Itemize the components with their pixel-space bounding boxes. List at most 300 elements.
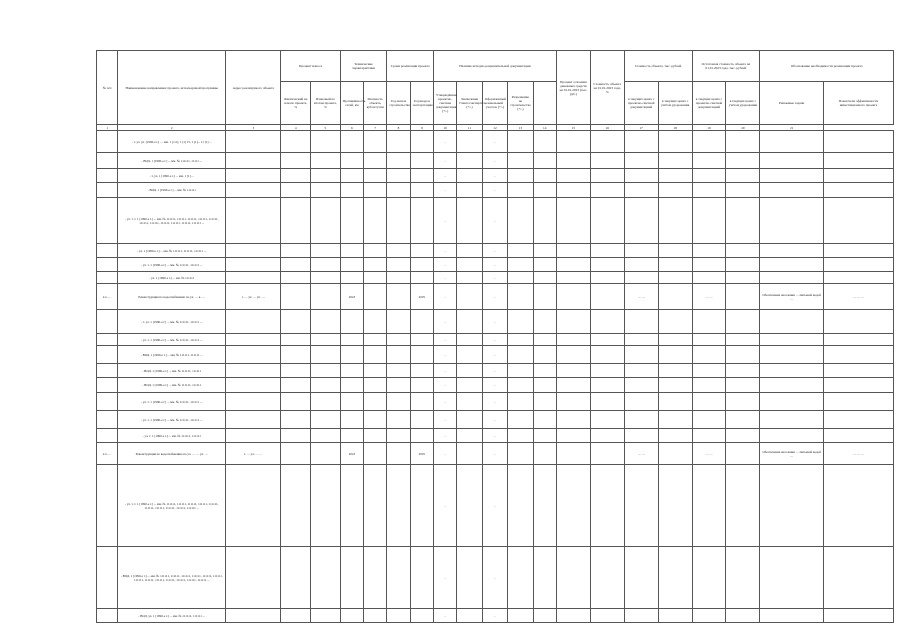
- doc-psd-cell: -: [434, 346, 457, 364]
- sub-physical-header: Фактический на начало проекта, %: [281, 82, 311, 125]
- task-cell: [760, 183, 824, 198]
- power-cell: [364, 364, 387, 378]
- cost-raised-cell: [658, 183, 692, 198]
- end-year-cell: [410, 131, 433, 153]
- start-year-cell: [387, 364, 410, 378]
- power-cell: [364, 244, 387, 258]
- end-year-cell: 2025: [410, 443, 433, 465]
- address-cell: [226, 411, 281, 429]
- end-year-cell: [410, 169, 433, 183]
- cost-raised-cell: [658, 284, 692, 310]
- kpi-cell: [823, 346, 893, 364]
- project-name-cell: - ул. т. т. 1 [1990-е г.] ... мм. № 111111, 111111, 111111, 111111, 111111, 111111, 111111, 111111, 111111, 111111, 111111 ...: [118, 198, 226, 244]
- doc-extra-cell: [533, 334, 556, 346]
- start-year-cell: [387, 183, 410, 198]
- kpi-cell: [823, 411, 893, 429]
- end-year-cell: [410, 429, 433, 443]
- start-year-cell: [387, 258, 410, 272]
- planned-wear-cell: [311, 258, 341, 272]
- doc-expertise-cell: [457, 609, 482, 623]
- table-row: [97, 334, 894, 346]
- remain-raised-cell: [726, 411, 760, 429]
- cost-prev-cell: [556, 153, 590, 169]
- column-number-cell: 1: [97, 125, 118, 131]
- doc-extra-cell: [533, 547, 556, 609]
- planned-wear-cell: [311, 272, 341, 284]
- table-row: [97, 393, 894, 411]
- cost-current-cell: [624, 272, 658, 284]
- doc-expertise-cell: [457, 198, 482, 244]
- task-cell: [760, 411, 824, 429]
- doc-psd-cell: -: [434, 272, 457, 284]
- planned-wear-cell: [311, 334, 341, 346]
- power-cell: [364, 411, 387, 429]
- doc-land-cell: -: [482, 198, 507, 244]
- sub-j1-header: Решаемые задачи: [760, 82, 824, 125]
- remain-raised-cell: [726, 334, 760, 346]
- doc-expertise-cell: [457, 411, 482, 429]
- physical-wear-cell: [281, 443, 311, 465]
- cost-raised-cell: [658, 131, 692, 153]
- project-name-cell: - ВОД. 1 [1990-е г.] ... мм. № 111111: [118, 183, 226, 198]
- doc-expertise-cell: [457, 169, 482, 183]
- cost-current-cell: [624, 465, 658, 547]
- project-name-cell: - ул. т. 1 [1990-е г.] ... мм. № 111111, 111111 ...: [118, 411, 226, 429]
- sub-d5-header: [533, 82, 556, 125]
- cost-current-cell: [624, 547, 658, 609]
- row-number-cell: [97, 609, 118, 623]
- doc-expertise-cell: [457, 153, 482, 169]
- doc-land-cell: -: [482, 258, 507, 272]
- cost-raised-cell: [658, 244, 692, 258]
- cost-share-cell: [590, 198, 624, 244]
- power-cell: [364, 183, 387, 198]
- row-number-cell: [97, 244, 118, 258]
- task-cell: Обеспечение населения … питьевой водой …: [760, 443, 824, 465]
- cost-prev-cell: [556, 131, 590, 153]
- row-number-cell: [97, 334, 118, 346]
- doc-land-cell: -: [482, 334, 507, 346]
- column-number-cell: 9: [410, 125, 433, 131]
- end-year-cell: [410, 334, 433, 346]
- kpi-cell: [823, 310, 893, 334]
- doc-extra-cell: [533, 244, 556, 258]
- cost-prev-cell: [556, 284, 590, 310]
- table-row: [97, 411, 894, 429]
- table-row: [97, 183, 894, 198]
- kpi-cell: [823, 153, 893, 169]
- remain-raised-cell: [726, 183, 760, 198]
- column-number-cell: 14: [533, 125, 556, 131]
- table-row: [97, 272, 894, 284]
- remain-raised-cell: [726, 547, 760, 609]
- planned-wear-cell: [311, 465, 341, 547]
- remain-current-cell: [692, 153, 726, 169]
- doc-expertise-cell: [457, 310, 482, 334]
- cost-share-cell: [590, 393, 624, 411]
- length-cell: [340, 465, 363, 547]
- end-year-cell: [410, 609, 433, 623]
- remain-raised-cell: [726, 198, 760, 244]
- start-year-cell: [387, 429, 410, 443]
- doc-psd-cell: -: [434, 169, 457, 183]
- length-cell: [340, 310, 363, 334]
- remain-current-cell: [692, 364, 726, 378]
- length-cell: [340, 378, 363, 393]
- task-cell: [760, 429, 824, 443]
- planned-wear-cell: [311, 547, 341, 609]
- row-number-cell: [97, 258, 118, 272]
- planned-wear-cell: [311, 284, 341, 310]
- doc-land-cell: -: [482, 183, 507, 198]
- cost-prev-cell: [556, 169, 590, 183]
- doc-psd-cell: -: [434, 364, 457, 378]
- length-cell: [340, 244, 363, 258]
- cost-prev-cell: [556, 429, 590, 443]
- physical-wear-cell: [281, 429, 311, 443]
- header-row-1: [97, 51, 894, 82]
- remain-raised-cell: [726, 284, 760, 310]
- col-name-header: Наименование направления/ проекта, используемой программы: [118, 51, 226, 125]
- cost-raised-cell: [658, 364, 692, 378]
- end-year-cell: [410, 547, 433, 609]
- cost-share-cell: [590, 169, 624, 183]
- address-cell: [226, 183, 281, 198]
- length-cell: [340, 272, 363, 284]
- cost-share-cell: [590, 547, 624, 609]
- doc-psd-cell: -: [434, 244, 457, 258]
- cost-share-cell: [590, 131, 624, 153]
- cost-prev-cell: [556, 244, 590, 258]
- cost-prev-cell: [556, 272, 590, 284]
- column-number-cell: 4: [281, 125, 311, 131]
- row-number-cell: [97, 131, 118, 153]
- start-year-cell: [387, 378, 410, 393]
- kpi-cell: [823, 429, 893, 443]
- sub-start-header: Год начала строительства: [387, 82, 410, 125]
- row-number-cell: [97, 153, 118, 169]
- doc-land-cell: -: [482, 153, 507, 169]
- doc-expertise-cell: [457, 258, 482, 272]
- start-year-cell: [387, 310, 410, 334]
- project-name-cell: - ВОД. 1 [1990-е г.] ... мм. № 111111, 111111 ...: [118, 346, 226, 364]
- doc-land-cell: -: [482, 310, 507, 334]
- start-year-cell: [387, 272, 410, 284]
- sub-d4-header: Разрешение на строительство (+/-): [508, 82, 533, 125]
- address-cell: [226, 169, 281, 183]
- project-name-cell: - ВОД. 1 [1990-е г.] ... мм. № 111111, 111111, 111111, 111111, 111111, 111111, 111111, 111111, 111111, 111111, 111111, 111111, 111111 ...: [118, 547, 226, 609]
- col-no-header: № п/п: [97, 51, 118, 125]
- doc-land-cell: -: [482, 609, 507, 623]
- sub-r1-header: в текущих ценах с проектно-сметной документацией: [692, 82, 726, 125]
- length-cell: [340, 411, 363, 429]
- remain-current-cell: [692, 465, 726, 547]
- address-cell: [226, 244, 281, 258]
- start-year-cell: [387, 334, 410, 346]
- power-cell: [364, 131, 387, 153]
- length-cell: [340, 609, 363, 623]
- cost-current-cell: [624, 198, 658, 244]
- cost-share-cell: [590, 609, 624, 623]
- column-number-cell: 20: [726, 125, 760, 131]
- doc-psd-cell: -: [434, 258, 457, 272]
- remain-current-cell: [692, 183, 726, 198]
- doc-expertise-cell: [457, 284, 482, 310]
- doc-permit-cell: [508, 334, 533, 346]
- cost-prev-cell: [556, 393, 590, 411]
- doc-permit-cell: [508, 364, 533, 378]
- cost-raised-cell: [658, 411, 692, 429]
- length-cell: [340, 183, 363, 198]
- remain-current-cell: [692, 169, 726, 183]
- row-number-cell: [97, 183, 118, 198]
- kpi-cell: [823, 378, 893, 393]
- sub-d1-header: Утверждённая проектно-сметная документация (+/-): [434, 82, 457, 125]
- project-name-cell: - ул. 1 [1990-е г.] ... мм. № 111111: [118, 272, 226, 284]
- doc-permit-cell: [508, 153, 533, 169]
- sub-d3-header: Оформленный земельный участок (+/-): [482, 82, 507, 125]
- row-number-cell: 2.x. …: [97, 443, 118, 465]
- task-cell: [760, 364, 824, 378]
- remain-current-cell: [692, 547, 726, 609]
- remain-raised-cell: [726, 153, 760, 169]
- doc-permit-cell: [508, 183, 533, 198]
- doc-extra-cell: [533, 429, 556, 443]
- doc-expertise-cell: [457, 465, 482, 547]
- length-cell: [340, 169, 363, 183]
- doc-land-cell: -: [482, 378, 507, 393]
- doc-psd-cell: -: [434, 198, 457, 244]
- row-number-cell: [97, 198, 118, 244]
- table-row: [97, 258, 894, 272]
- cost-current-cell: [624, 334, 658, 346]
- end-year-cell: [410, 465, 433, 547]
- cost-prev-cell: [556, 346, 590, 364]
- end-year-cell: [410, 378, 433, 393]
- column-number-cell: 16: [590, 125, 624, 131]
- remain-current-cell: [692, 411, 726, 429]
- doc-psd-cell: -: [434, 609, 457, 623]
- doc-land-cell: -: [482, 272, 507, 284]
- start-year-cell: [387, 443, 410, 465]
- col-address-header: Адрес реализуемого объекта: [226, 51, 281, 125]
- remain-current-cell: [692, 609, 726, 623]
- doc-permit-cell: [508, 393, 533, 411]
- task-cell: [760, 153, 824, 169]
- doc-expertise-cell: [457, 346, 482, 364]
- task-cell: [760, 169, 824, 183]
- doc-extra-cell: [533, 310, 556, 334]
- planned-wear-cell: [311, 169, 341, 183]
- physical-wear-cell: [281, 198, 311, 244]
- start-year-cell: [387, 411, 410, 429]
- cost-raised-cell: [658, 272, 692, 284]
- column-number-cell: 11: [457, 125, 482, 131]
- row-number-cell: [97, 393, 118, 411]
- remain-raised-cell: [726, 429, 760, 443]
- doc-psd-cell: -: [434, 284, 457, 310]
- end-year-cell: [410, 198, 433, 244]
- kpi-cell: [823, 183, 893, 198]
- table-row: [97, 198, 894, 244]
- length-cell: [340, 346, 363, 364]
- power-cell: [364, 310, 387, 334]
- power-cell: [364, 443, 387, 465]
- task-cell: [760, 609, 824, 623]
- doc-extra-cell: [533, 198, 556, 244]
- end-year-cell: [410, 411, 433, 429]
- doc-extra-cell: [533, 258, 556, 272]
- group-docs-header: Наличие исходно-разрешительной документации: [434, 51, 557, 82]
- cost-raised-cell: [658, 346, 692, 364]
- task-cell: [760, 346, 824, 364]
- row-number-cell: [97, 364, 118, 378]
- power-cell: [364, 346, 387, 364]
- doc-extra-cell: [533, 378, 556, 393]
- physical-wear-cell: [281, 378, 311, 393]
- project-name-cell: - ул. 1 [1990-е г.] ... мм. № 111111, 111111, 111111 ...: [118, 244, 226, 258]
- address-cell: [226, 547, 281, 609]
- physical-wear-cell: [281, 244, 311, 258]
- address-cell: г. … ул. … ул. …: [226, 284, 281, 310]
- cost-raised-cell: [658, 393, 692, 411]
- cost-share-cell: [590, 183, 624, 198]
- cost-share-cell: [590, 411, 624, 429]
- remain-current-cell: … …: [692, 443, 726, 465]
- task-cell: [760, 465, 824, 547]
- length-cell: 2023: [340, 284, 363, 310]
- table-row: [97, 465, 894, 547]
- start-year-cell: [387, 547, 410, 609]
- address-cell: [226, 609, 281, 623]
- project-name-cell: - т. ул. 1 [1990-е г.] ... мм. № 111111, 111111 ...: [118, 310, 226, 334]
- start-year-cell: [387, 169, 410, 183]
- cost-current-cell: [624, 153, 658, 169]
- cost-share-cell: [590, 244, 624, 258]
- doc-land-cell: -: [482, 346, 507, 364]
- end-year-cell: [410, 310, 433, 334]
- row-number-cell: [97, 310, 118, 334]
- power-cell: [364, 153, 387, 169]
- task-cell: [760, 310, 824, 334]
- cost-raised-cell: [658, 465, 692, 547]
- group-justify-header: Обоснование необходимости реализации проекта: [760, 51, 894, 82]
- task-cell: [760, 198, 824, 244]
- planned-wear-cell: [311, 378, 341, 393]
- kpi-cell: [823, 364, 893, 378]
- column-number-cell: 10: [434, 125, 457, 131]
- cost-current-cell: [624, 393, 658, 411]
- cost-raised-cell: [658, 443, 692, 465]
- cost-share-cell: [590, 378, 624, 393]
- doc-psd-cell: -: [434, 334, 457, 346]
- start-year-cell: [387, 244, 410, 258]
- power-cell: [364, 272, 387, 284]
- task-cell: [760, 547, 824, 609]
- power-cell: [364, 547, 387, 609]
- physical-wear-cell: [281, 310, 311, 334]
- power-cell: [364, 169, 387, 183]
- sub-c1-header: в текущих ценах с проектно-сметной документацией: [624, 82, 658, 125]
- doc-land-cell: -: [482, 284, 507, 310]
- project-name-cell: - ВОД. 1 [1990-е г.] ... мм. № 111111, 111111: [118, 378, 226, 393]
- power-cell: [364, 198, 387, 244]
- remain-raised-cell: [726, 364, 760, 378]
- cost-raised-cell: [658, 547, 692, 609]
- address-cell: [226, 198, 281, 244]
- cost-current-cell: [624, 258, 658, 272]
- table-row: [97, 443, 894, 465]
- doc-land-cell: -: [482, 169, 507, 183]
- sub-end-header: Год ввода в эксплуатацию: [410, 82, 433, 125]
- column-number-cell: 17: [624, 125, 658, 131]
- project-name-cell: - ул. т. 1 [1990-е г.] ... мм. № 111111, 111111 ...: [118, 393, 226, 411]
- address-cell: [226, 429, 281, 443]
- row-number-cell: 2.x. …: [97, 284, 118, 310]
- doc-permit-cell: [508, 547, 533, 609]
- row-number-cell: [97, 169, 118, 183]
- project-name-cell: - т. ул. ул. [1990-е г.] … мм. 1 [1 п], 1 [1] 15, 1 [1]... 11 [1] ...: [118, 131, 226, 153]
- col-cost-prev-header: Процент освоения денежных средств на 01.01.2023 (тыс. руб.): [556, 51, 590, 125]
- cost-raised-cell: [658, 153, 692, 169]
- remain-current-cell: [692, 393, 726, 411]
- remain-raised-cell: [726, 346, 760, 364]
- remain-raised-cell: [726, 443, 760, 465]
- power-cell: [364, 429, 387, 443]
- physical-wear-cell: [281, 465, 311, 547]
- end-year-cell: [410, 258, 433, 272]
- table-row: [97, 346, 894, 364]
- remain-raised-cell: [726, 169, 760, 183]
- doc-permit-cell: [508, 429, 533, 443]
- doc-land-cell: -: [482, 393, 507, 411]
- doc-extra-cell: [533, 272, 556, 284]
- length-cell: [340, 334, 363, 346]
- planned-wear-cell: [311, 429, 341, 443]
- doc-expertise-cell: [457, 131, 482, 153]
- length-cell: 2023: [340, 443, 363, 465]
- doc-expertise-cell: [457, 272, 482, 284]
- column-number-cell: 5: [311, 125, 341, 131]
- cost-current-cell: [624, 378, 658, 393]
- project-name-cell: - ВОД. ул. 1 [1990-е г.] ... мм. № 111111, 111111 ...: [118, 609, 226, 623]
- address-cell: [226, 393, 281, 411]
- row-number-cell: [97, 378, 118, 393]
- cost-current-cell: [624, 169, 658, 183]
- column-number-cell: 6: [340, 125, 363, 131]
- length-cell: [340, 258, 363, 272]
- remain-raised-cell: [726, 131, 760, 153]
- physical-wear-cell: [281, 272, 311, 284]
- doc-expertise-cell: [457, 393, 482, 411]
- cost-current-cell: [624, 429, 658, 443]
- doc-permit-cell: [508, 198, 533, 244]
- table-row: [97, 364, 894, 378]
- project-name-cell: Реконструкция по водоснабжению по ул. … к. …: [118, 284, 226, 310]
- remain-current-cell: [692, 346, 726, 364]
- doc-psd-cell: -: [434, 183, 457, 198]
- physical-wear-cell: [281, 393, 311, 411]
- table-row: [97, 609, 894, 623]
- power-cell: [364, 334, 387, 346]
- doc-expertise-cell: [457, 378, 482, 393]
- doc-land-cell: -: [482, 465, 507, 547]
- kpi-cell: [823, 334, 893, 346]
- cost-share-cell: [590, 284, 624, 310]
- kpi-cell: … … …: [823, 443, 893, 465]
- project-name-cell: - ВОД. 1 [1990-е г.] ... мм. № 111111, 111111: [118, 364, 226, 378]
- remain-current-cell: [692, 334, 726, 346]
